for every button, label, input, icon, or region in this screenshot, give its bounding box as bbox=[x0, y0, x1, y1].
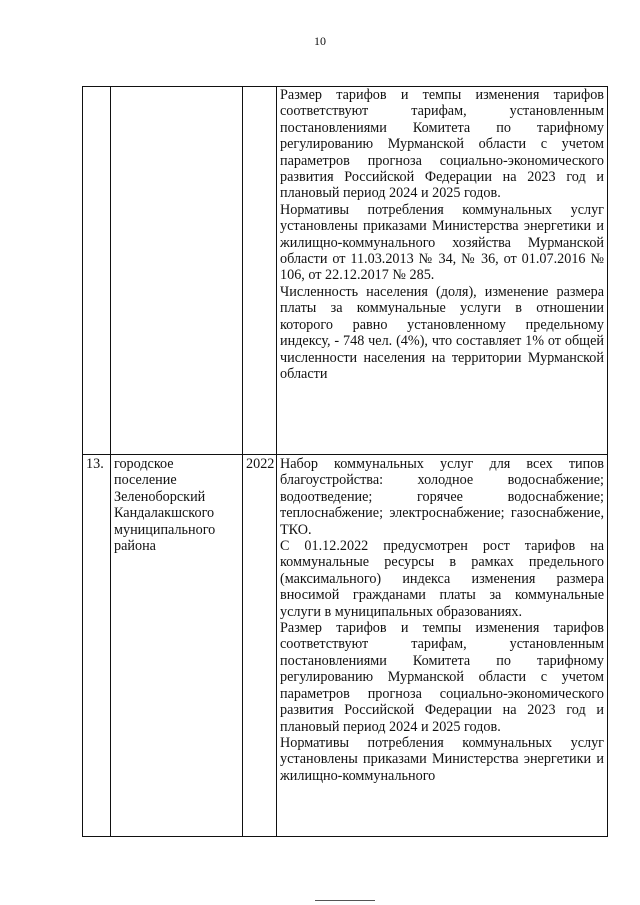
municipality-name: городское поселение Зеленоборский Кандалакшского муниципального района bbox=[111, 455, 243, 837]
description-paragraph: Набор коммунальных услуг для всех типов благоустройства: холодное водоснабжение; водоотведение; горячее водоснабжение; теплоснабжение; электроснабжение; газоснабжение, ТКО. bbox=[280, 456, 604, 538]
description-cell bbox=[277, 87, 608, 455]
footer-divider bbox=[315, 900, 375, 901]
row-year: 2022 bbox=[243, 455, 277, 837]
description-paragraph: Численность населения (доля), изменение размера платы за коммунальные услуги в отношении которого равно установленному предельному индексу, - 748 чел. (4%), что составляет 1% от общей численности населения на территории Мурманской области bbox=[280, 283, 604, 382]
table-row bbox=[83, 87, 608, 455]
tariff-table bbox=[82, 86, 608, 837]
municipality-name bbox=[111, 87, 243, 455]
description-paragraph: С 01.12.2022 предусмотрен рост тарифов на коммунальные ресурсы в рамках предельного (максимального) индекса изменения размера вносимой гражданами платы за коммунальные услуги в муниципальных образованиях. bbox=[280, 538, 604, 620]
row-number: 13. bbox=[83, 455, 111, 837]
row-year bbox=[243, 87, 277, 455]
description-paragraph: Размер тарифов и темпы изменения тарифов соответствуют тарифам, установленным постановлениями Комитета по тарифному регулированию Мурманской области с учетом параметров прогноза социально-экономического развития Российской Федерации на 2023 год и плановый период 2024 и 2025 годов. bbox=[280, 87, 604, 202]
table-row bbox=[83, 455, 608, 837]
description-paragraph: Размер тарифов и темпы изменения тарифов соответствуют тарифам, установленным постановлениями Комитета по тарифному регулированию Мурманской области с учетом параметров прогноза социально-экономического развития Российской Федерации на 2023 год и плановый период 2024 и 2025 годов. bbox=[280, 620, 604, 735]
row-number bbox=[83, 87, 111, 455]
description-paragraph: Нормативы потребления коммунальных услуг установлены приказами Министерства энергетики и жилищно-коммунального хозяйства Мурманской области от 11.03.2013 № 34, № 36, от 01.07.2016 № 106, от 22.12.2017 № 285. bbox=[280, 201, 604, 284]
page-number: 10 bbox=[314, 34, 326, 48]
description-paragraph: Нормативы потребления коммунальных услуг установлены приказами Министерства энергетики и жилищно-коммунального bbox=[280, 734, 604, 784]
description-cell bbox=[277, 455, 608, 837]
